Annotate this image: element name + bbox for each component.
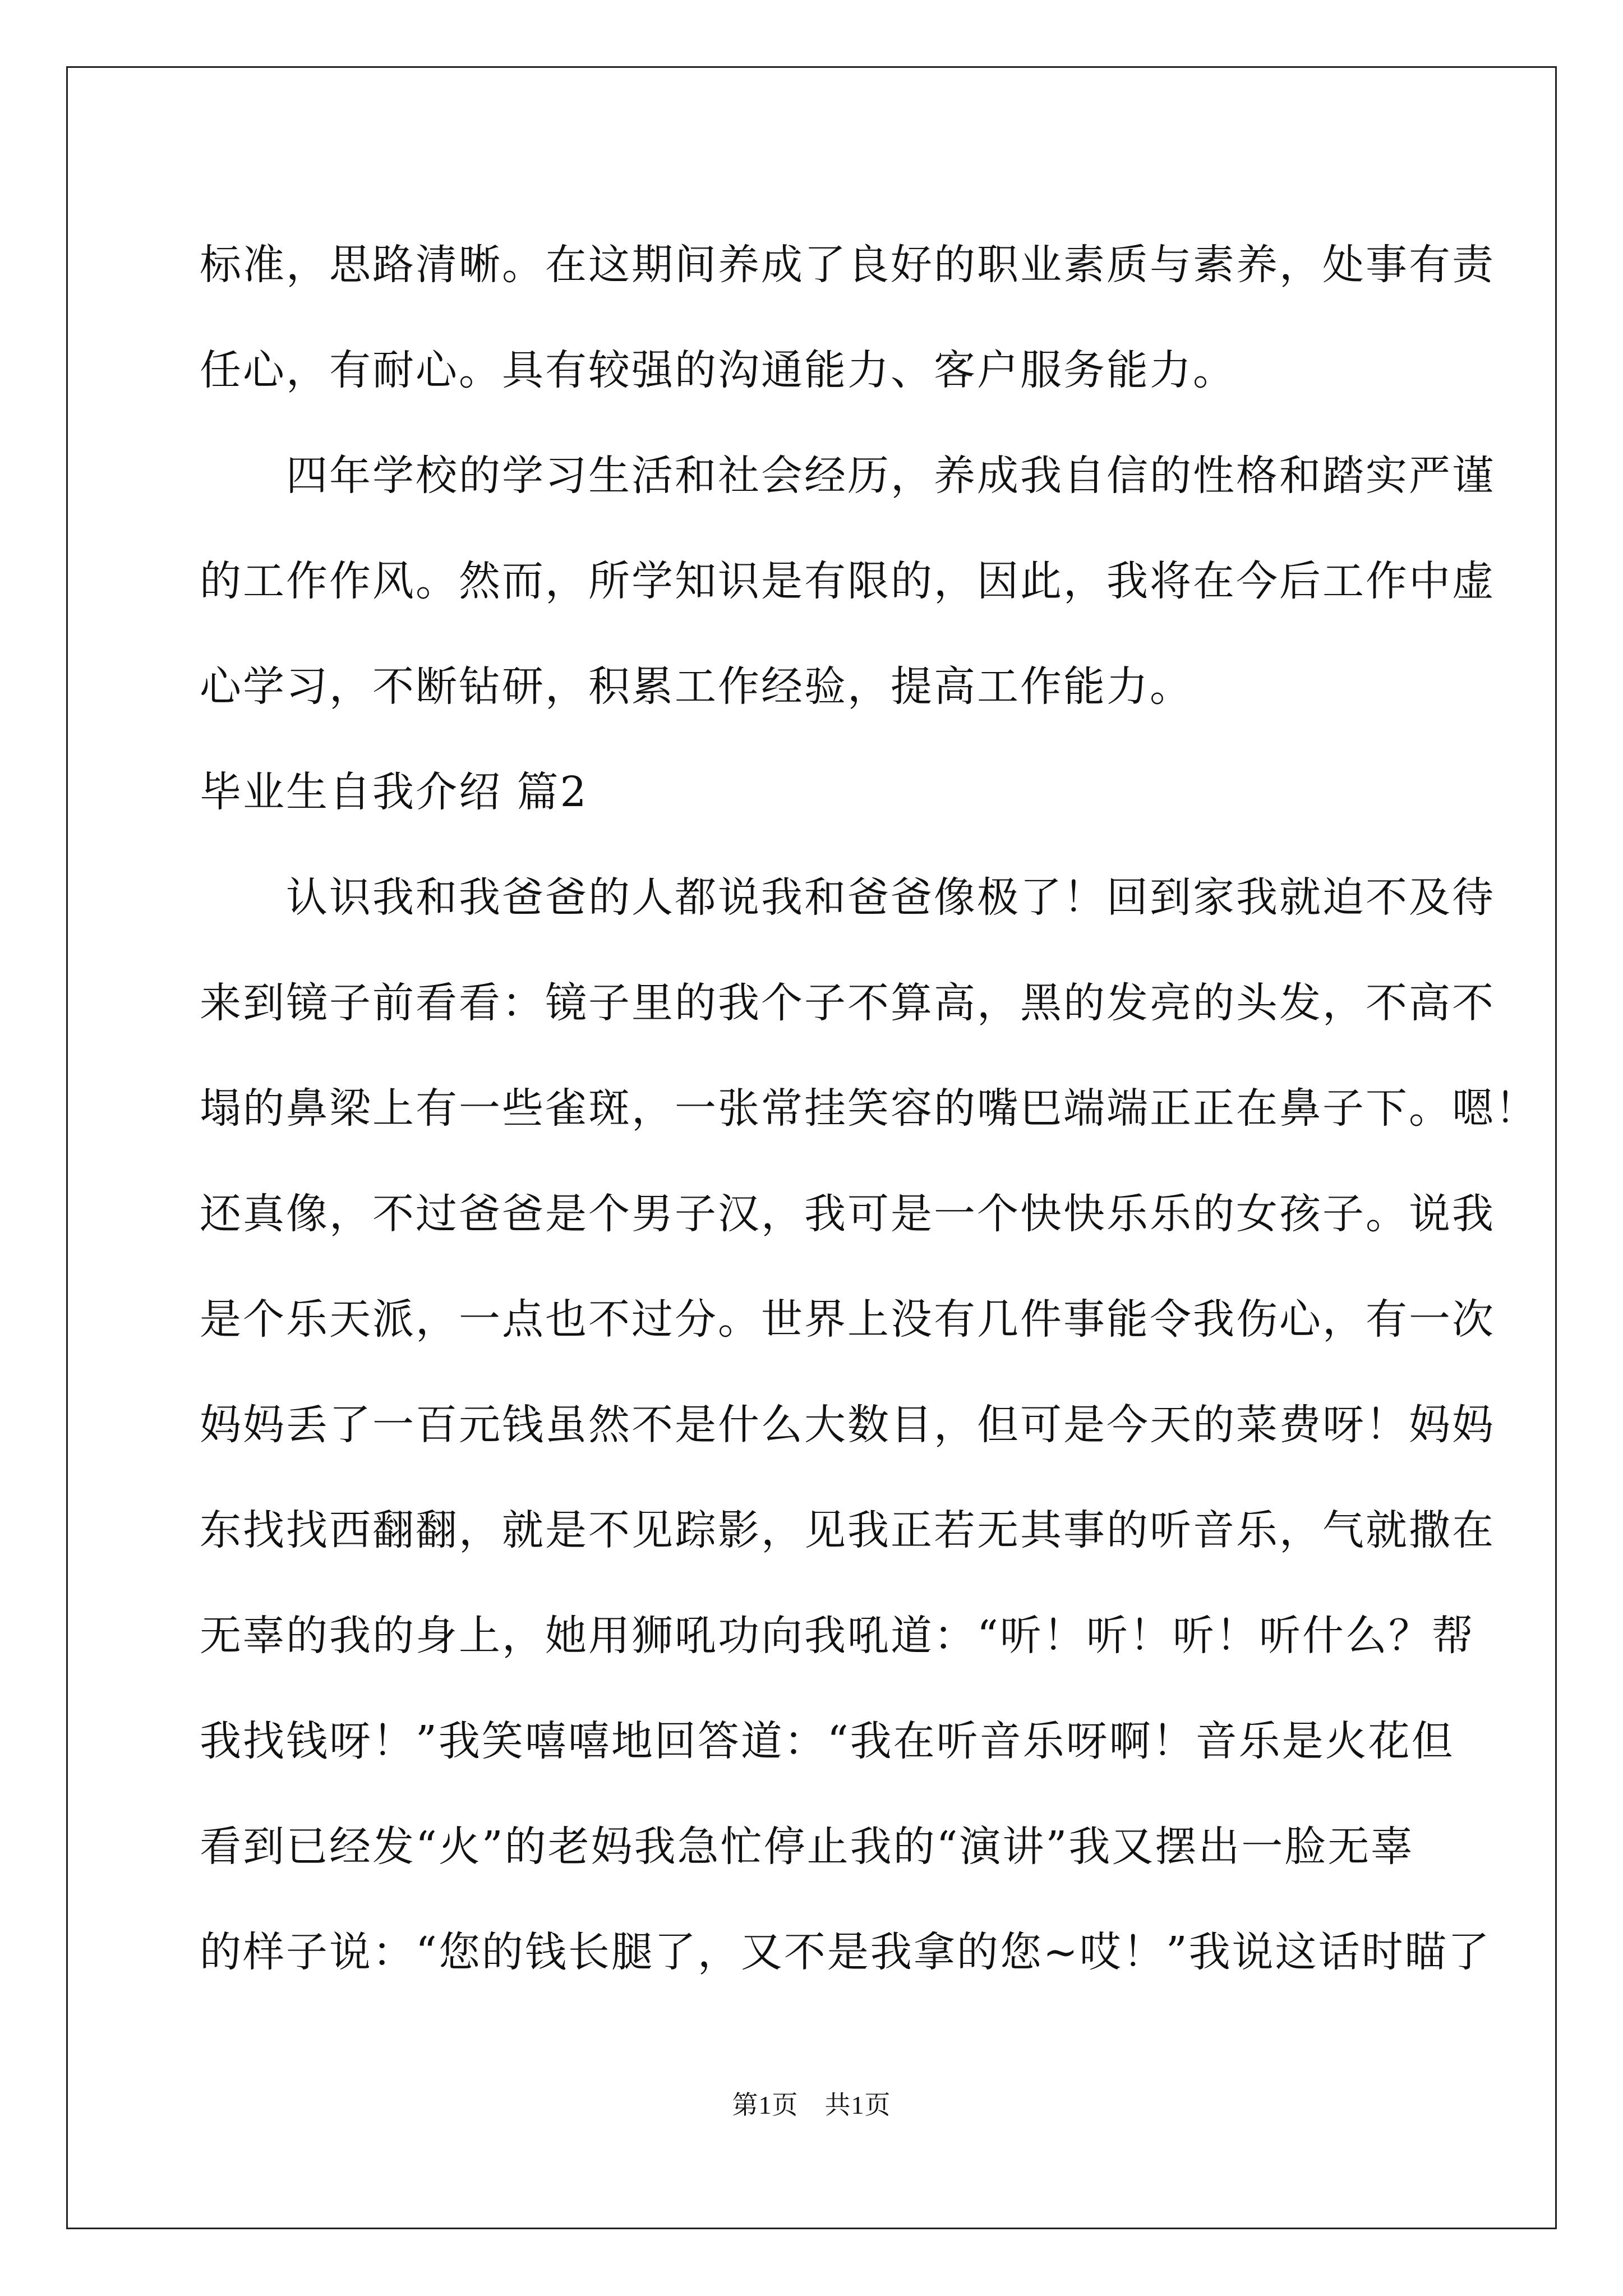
text-line: 标准，思路清晰。在这期间养成了良好的职业素质与素养，处事有责	[200, 241, 1495, 289]
text-line: 的工作作风。然而，所学知识是有限的，因此，我将在今后工作中虚	[200, 557, 1495, 605]
page-number-footer: 第1页 共1页	[732, 2091, 891, 2119]
text-line: 认识我和我爸爸的人都说我和爸爸像极了！回到家我就迫不及待	[200, 873, 1495, 922]
text-line: 塌的鼻梁上有一些雀斑，一张常挂笑容的嘴巴端端正正在鼻子下。嗯！	[200, 1084, 1538, 1133]
text-line: 还真像，不过爸爸是个男子汉，我可是一个快快乐乐的女孩子。说我	[200, 1190, 1495, 1238]
text-line: 心学习，不断钻研，积累工作经验，提高工作能力。	[200, 662, 1193, 711]
text-line: 是个乐天派，一点也不过分。世界上没有几件事能令我伤心，有一次	[200, 1295, 1495, 1343]
text-line: 看到已经发“火”的老妈我急忙停止我的“演讲”我又摆出一脸无辜	[200, 1823, 1414, 1871]
text-line: 我找钱呀！”我笑嘻嘻地回答道：“我在听音乐呀啊！音乐是火花但	[200, 1717, 1455, 1765]
text-line: 的样子说：“您的钱长腿了，又不是我拿的您~哎！”我说这话时瞄了	[200, 1928, 1491, 1976]
text-line: 无辜的我的身上，她用狮吼功向我吼道：“听！听！听！听什么？帮	[200, 1612, 1475, 1660]
text-line: 来到镜子前看看：镜子里的我个子不算高，黑的发亮的头发，不高不	[200, 979, 1495, 1027]
text-line: 妈妈丢了一百元钱虽然不是什么大数目，但可是今天的菜费呀！妈妈	[200, 1401, 1495, 1449]
document-body	[200, 212, 1538, 2005]
text-line: 四年学校的学习生活和社会经历，养成我自信的性格和踏实严谨	[200, 452, 1495, 500]
text-line: 东找找西翻翻，就是不见踪影，见我正若无其事的听音乐，气就撒在	[200, 1506, 1495, 1554]
section-heading: 毕业生自我介绍 篇2	[200, 768, 588, 816]
text-line: 任心，有耐心。具有较强的沟通能力、客户服务能力。	[200, 346, 1236, 394]
